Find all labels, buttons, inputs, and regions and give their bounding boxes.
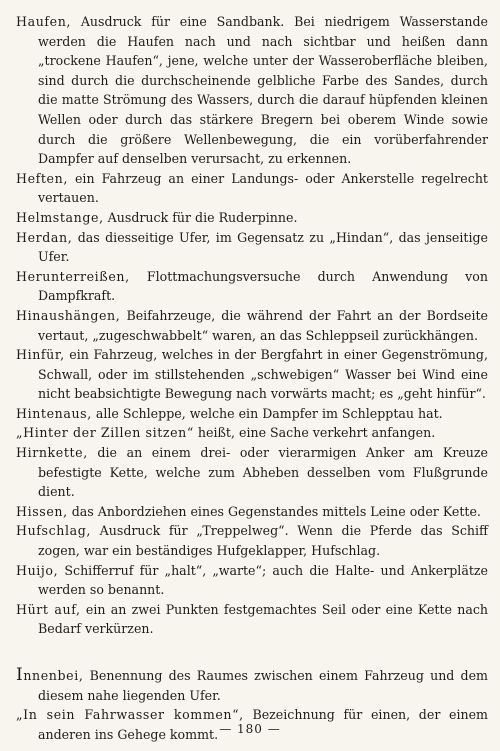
entry-term: Herdan,: [16, 229, 73, 245]
entry-huert-auf: [16, 600, 488, 639]
entry-text: alle Schleppe, welche ein Dampfer im Schlepptau hat.: [91, 405, 443, 421]
entry-term: Hufschlag,: [16, 523, 91, 539]
entry-helmstange: [16, 208, 488, 228]
entry-term: nnenbei,: [23, 668, 84, 683]
entry-hinfuer: [16, 345, 488, 404]
page-number: — 180 —: [219, 722, 281, 736]
entry-huijo: [16, 561, 488, 600]
entry-text: das diesseitige Ufer, im Gegensatz zu „Hindan“, das jenseitige Ufer.: [38, 229, 488, 265]
entry-text: Ausdruck für „Treppelweg“. Wenn die Pferde das Schiff zogen, war ein beständiges Hufgeklapper, Hufschlag.: [38, 523, 488, 559]
entry-innenbei: [16, 666, 488, 705]
entry-text: Bezeichnung für einen, der einem anderen ins Gehege kommt.: [38, 707, 488, 742]
entry-term: „In sein Fahrwasser kommen“,: [16, 707, 244, 723]
entry-term: Hinfür,: [16, 347, 65, 363]
entry-hissen: [16, 502, 488, 522]
entry-herunterreissen: [16, 267, 488, 306]
entry-term: Hirnkette,: [16, 445, 88, 461]
entry-term: Hürt auf,: [16, 601, 81, 617]
entry-hintenaus: [16, 404, 488, 424]
section-gap: [16, 639, 488, 666]
entry-text: das Anbordziehen eines Gegenstandes mittels Leine oder Kette.: [67, 503, 481, 519]
entry-text: heißt, eine Sache verkehrt anfangen.: [193, 425, 436, 441]
entry-text: Ausdruck für die Ruderpinne.: [103, 209, 298, 225]
entry-term: Herunterreißen,: [16, 268, 130, 284]
entry-term: Haufen,: [16, 14, 72, 29]
entry-term: „Hinter der Zillen sitzen“: [16, 425, 194, 441]
section-initial: I: [16, 665, 24, 685]
entry-text: ein Fahrzeug, welches in der Bergfahrt in einer Gegenströmung, Schwall, oder im stillstehenden „schwebigen“ Wasser bei Wind eine nicht beabsichtigte Bewegung nach vorwärts macht; es „geht hinfür“.: [38, 347, 488, 402]
entry-text: die an einem drei- oder vierarmigen Anker am Kreuze befestigte Kette, welche zum Abheben desselben vom Flußgrunde dient.: [38, 445, 488, 500]
entry-herdan: [16, 228, 488, 267]
entry-term: Helmstange,: [16, 209, 104, 225]
entry-term: Hintenaus,: [16, 405, 92, 421]
entry-term: Huijo,: [16, 562, 59, 578]
entry-text: Schifferruf für „halt“, „warte“; auch die Halte- und Ankerplätze werden so benannt.: [38, 562, 488, 598]
entry-haufen: [16, 12, 488, 169]
entry-hinaushaengen: [16, 306, 488, 345]
entry-text: ein Fahrzeug an einer Landungs- oder Ankerstelle regelrecht vertauen.: [38, 170, 488, 206]
entry-term: Hinaushängen,: [16, 307, 121, 323]
entry-term: Hissen,: [16, 503, 68, 519]
entry-text: Beifahrzeuge, die während der Fahrt an der Bordseite vertaut, „zugeschwabbelt“ waren, an das Schleppseil zurückhängen.: [38, 307, 488, 343]
entry-hufschlag: [16, 521, 488, 560]
entry-hinter-der-zillen: [16, 423, 488, 443]
entry-term: Heften,: [16, 170, 68, 186]
entry-text: Ausdruck für eine Sandbank. Bei niedrigem Wasserstande werden die Haufen nach und nach sichtbar und heißen dann „trockene Haufen“, jene, welche unter der Wasseroberfläche bleiben, sind durch die durchscheinende gelbliche Farbe des Sandes, durch die matte Strömung des Wassers, durch die darauf hüpfenden kleinen Wellen oder durch das stärkere Bregern bei oberem Winde sowie durch die größere Wellenbewegung, die ein vorüberfahrender Dampfer auf denselben verursacht, zu erkennen.: [38, 14, 488, 167]
entry-text: ein an zwei Punkten festgemachtes Seil oder eine Kette nach Bedarf verkürzen.: [38, 601, 488, 637]
entry-hirnkette: [16, 443, 488, 502]
entry-heften: [16, 169, 488, 208]
entry-text: Flottmachungsversuche durch Anwendung von Dampfkraft.: [38, 268, 488, 304]
entry-text: Benennung des Raumes zwischen einem Fahrzeug und dem diesem nahe liegenden Ufer.: [38, 668, 488, 703]
